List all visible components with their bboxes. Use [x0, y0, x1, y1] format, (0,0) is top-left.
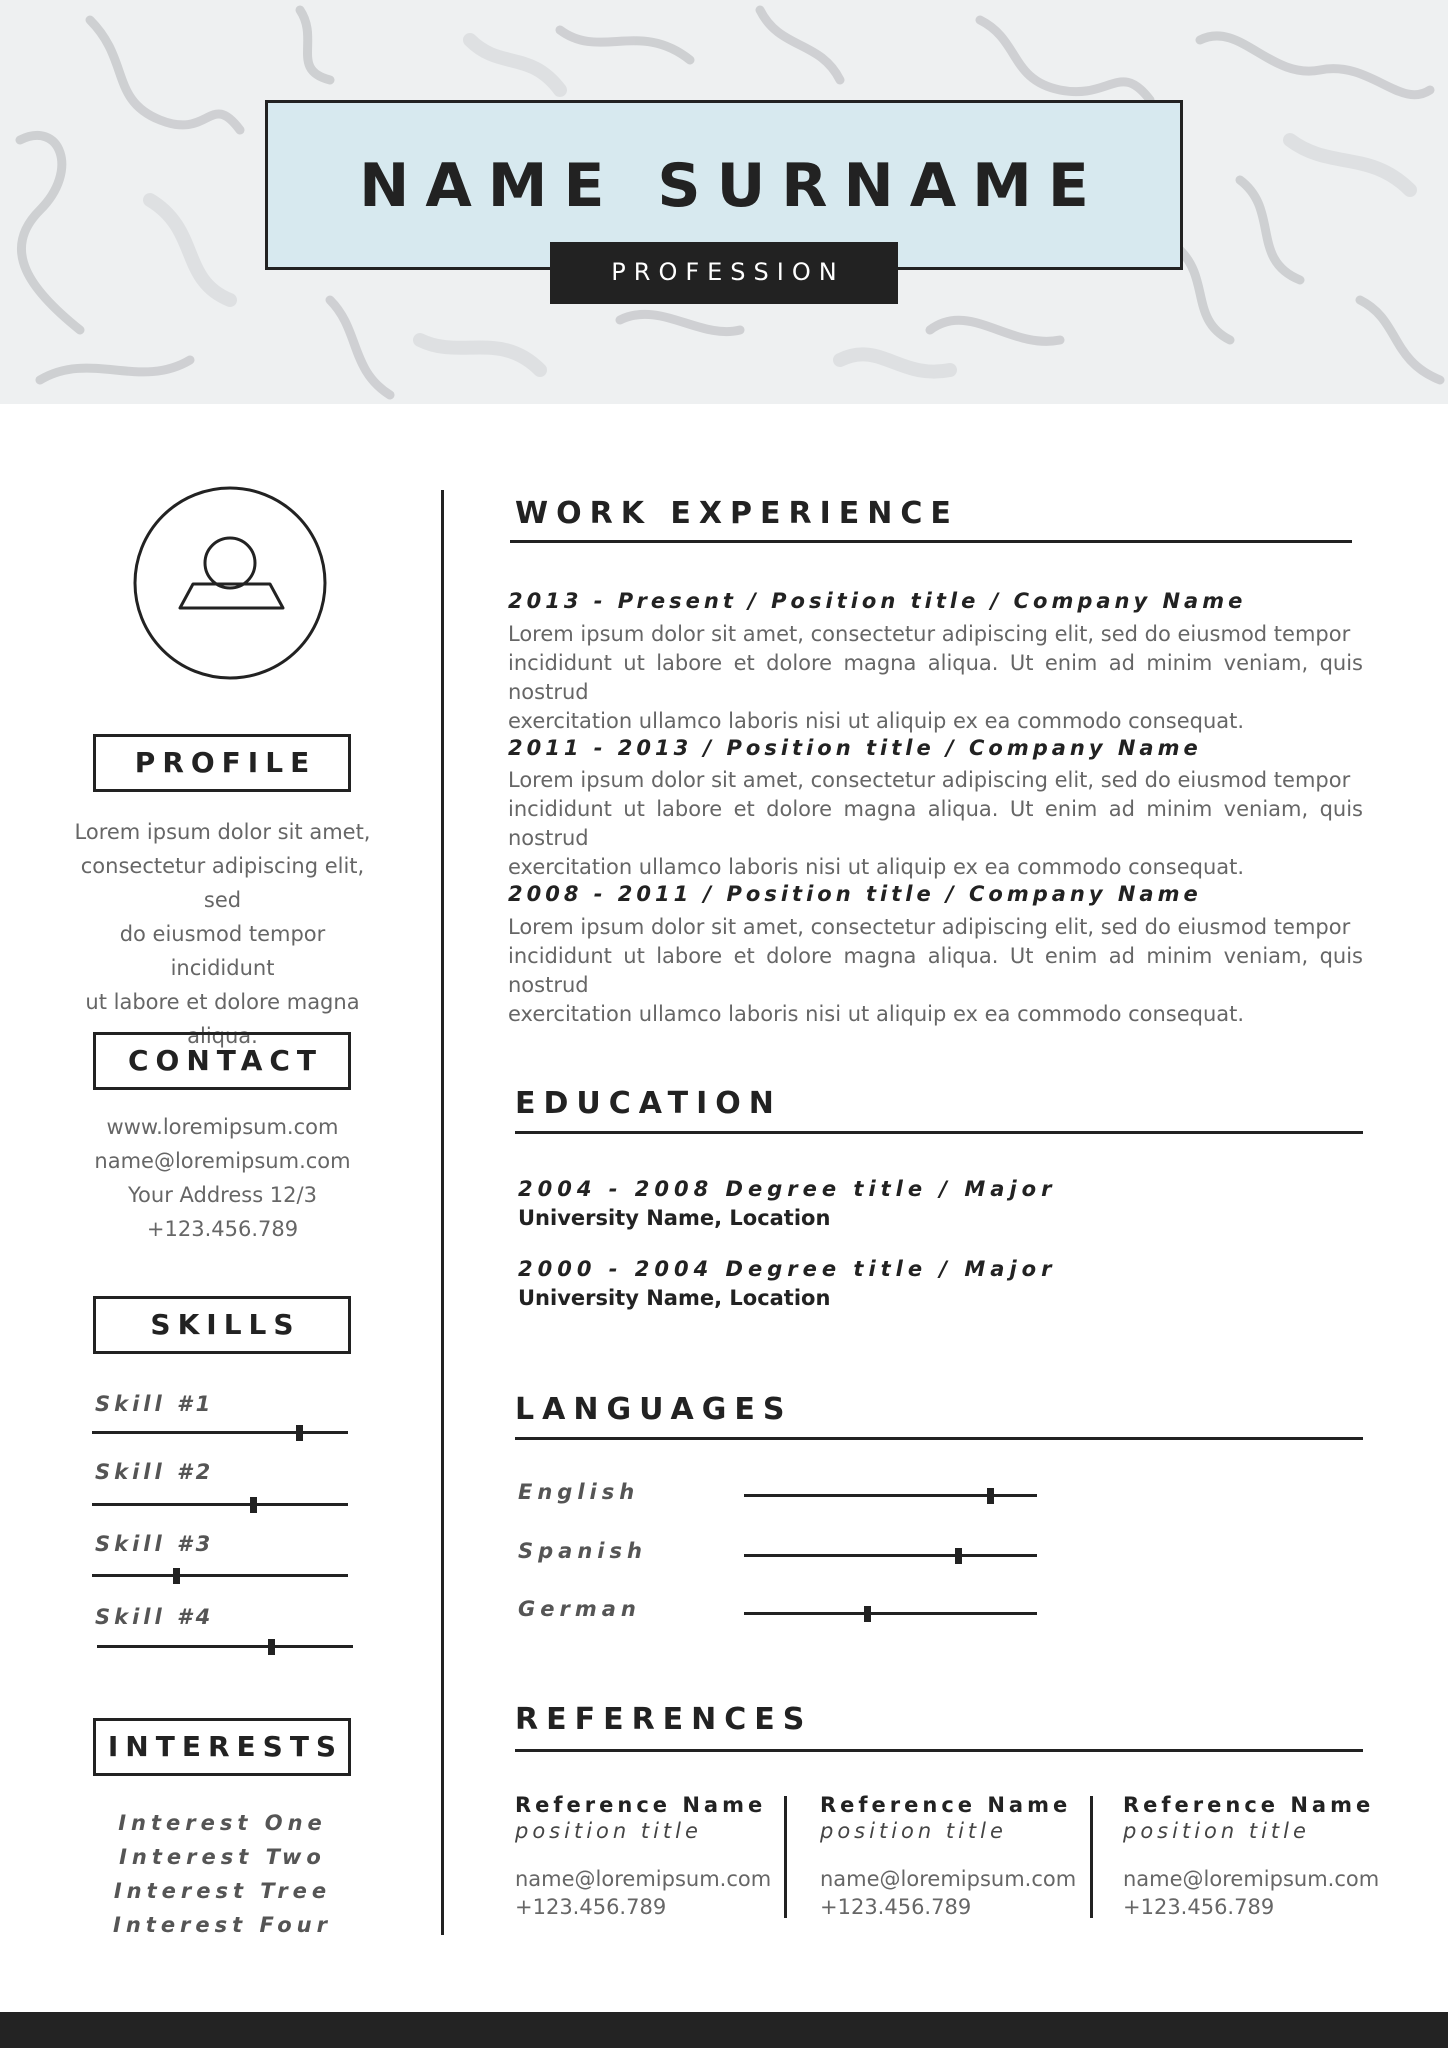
references-heading: REFERENCES	[515, 1702, 813, 1737]
reference-email[interactable]: name@loremipsum.com	[515, 1867, 772, 1891]
profile-heading: PROFILE	[93, 734, 351, 792]
language-label: English	[518, 1480, 640, 1504]
interest-item: Interest Tree	[113, 1879, 332, 1903]
interest-item: Interest Two	[119, 1845, 326, 1869]
skill-marker	[268, 1639, 275, 1655]
reference-phone: +123.456.789	[515, 1895, 667, 1919]
section-rule	[515, 1749, 1363, 1752]
education-school: University Name, Location	[518, 1286, 831, 1310]
reference-divider	[1090, 1796, 1093, 1918]
language-marker	[987, 1488, 994, 1504]
profession-box	[550, 242, 898, 304]
section-rule	[515, 1437, 1363, 1440]
section-rule	[515, 1131, 1363, 1134]
skill-label: Skill #4	[95, 1605, 215, 1629]
education-school: University Name, Location	[518, 1206, 831, 1230]
interest-item: Interest Four	[113, 1913, 332, 1937]
education-degree: 2000 - 2004 Degree title / Major	[518, 1257, 1057, 1281]
job-description: Lorem ipsum dolor sit amet, consectetur adipiscing elit, sed do eiusmod tempor incididunt ut labore et dolore magna aliqua. Ut enim ad minim veniam, quis nostrud exercitation ullamco laboris nisi ut aliquip ex ea commodo consequat.	[508, 915, 1363, 1026]
skills-heading: SKILLS	[93, 1296, 351, 1354]
language-label: German	[518, 1597, 641, 1621]
interest-item: Interest One	[118, 1811, 327, 1835]
profile-text: Lorem ipsum dolor sit amet, consectetur adipiscing elit, sed do eiusmod tempor incididunt ut labore et dolore magna aliqua.	[74, 820, 371, 1048]
reference-divider	[784, 1796, 787, 1918]
skill-label: Skill #1	[95, 1392, 215, 1416]
reference-name: Reference Name	[1123, 1793, 1375, 1817]
languages-heading: LANGUAGES	[515, 1392, 793, 1427]
reference-name: Reference Name	[820, 1793, 1072, 1817]
profession-label: PROFESSION	[611, 258, 845, 286]
skill-label: Skill #3	[95, 1532, 215, 1556]
interests-list	[60, 1806, 385, 1942]
skill-marker	[173, 1568, 180, 1584]
language-bar	[744, 1612, 1037, 1615]
job-description: Lorem ipsum dolor sit amet, consectetur adipiscing elit, sed do eiusmod tempor incididunt ut labore et dolore magna aliqua. Ut enim ad minim veniam, quis nostrud exercitation ullamco laboris nisi ut aliquip ex ea commodo consequat.	[508, 768, 1363, 879]
work-experience-heading: WORK EXPERIENCE	[515, 496, 959, 531]
job-title: 2008 - 2011 / Position title / Company Name	[508, 882, 1202, 906]
contact-address: Your Address 12/3	[128, 1183, 317, 1207]
language-bar	[744, 1494, 1037, 1497]
language-bar	[744, 1554, 1037, 1557]
job-description: Lorem ipsum dolor sit amet, consectetur adipiscing elit, sed do eiusmod tempor incididunt ut labore et dolore magna aliqua. Ut enim ad minim veniam, quis nostrud exercitation ullamco laboris nisi ut aliquip ex ea commodo consequat.	[508, 622, 1363, 733]
header-banner	[0, 0, 1448, 404]
interests-heading: INTERESTS	[93, 1718, 351, 1776]
job-title: 2013 - Present / Position title / Company Name	[508, 589, 1247, 613]
skill-bar	[92, 1431, 348, 1434]
skill-marker	[250, 1497, 257, 1513]
skill-marker	[296, 1425, 303, 1441]
skill-bar	[92, 1574, 348, 1577]
reference-position: position title	[820, 1819, 1007, 1843]
job-title: 2011 - 2013 / Position title / Company Name	[508, 736, 1202, 760]
avatar-icon	[133, 486, 327, 680]
full-name: NAME SURNAME	[359, 151, 1105, 221]
contact-email[interactable]: name@loremipsum.com	[94, 1149, 351, 1173]
reference-position: position title	[1123, 1819, 1310, 1843]
contact-heading: CONTACT	[93, 1032, 351, 1090]
reference-phone: +123.456.789	[1123, 1895, 1275, 1919]
reference-name: Reference Name	[515, 1793, 767, 1817]
language-marker	[955, 1548, 962, 1564]
contact-phone: +123.456.789	[146, 1217, 299, 1241]
education-heading: EDUCATION	[515, 1086, 782, 1121]
column-divider	[441, 490, 444, 1935]
reference-card	[820, 1793, 1076, 1919]
reference-email[interactable]: name@loremipsum.com	[1123, 1867, 1380, 1891]
reference-position: position title	[515, 1819, 702, 1843]
reference-phone: +123.456.789	[820, 1895, 972, 1919]
language-label: Spanish	[518, 1539, 647, 1563]
footer-bar	[0, 2012, 1448, 2048]
reference-email[interactable]: name@loremipsum.com	[820, 1867, 1077, 1891]
skill-bar	[97, 1645, 353, 1648]
contact-list	[60, 1110, 385, 1246]
reference-card	[515, 1793, 771, 1919]
language-marker	[864, 1606, 871, 1622]
skill-label: Skill #2	[95, 1460, 215, 1484]
education-degree: 2004 - 2008 Degree title / Major	[518, 1177, 1057, 1201]
contact-website[interactable]: www.loremipsum.com	[106, 1115, 339, 1139]
section-rule	[510, 540, 1352, 543]
skill-bar	[92, 1503, 348, 1506]
reference-card	[1123, 1793, 1379, 1919]
